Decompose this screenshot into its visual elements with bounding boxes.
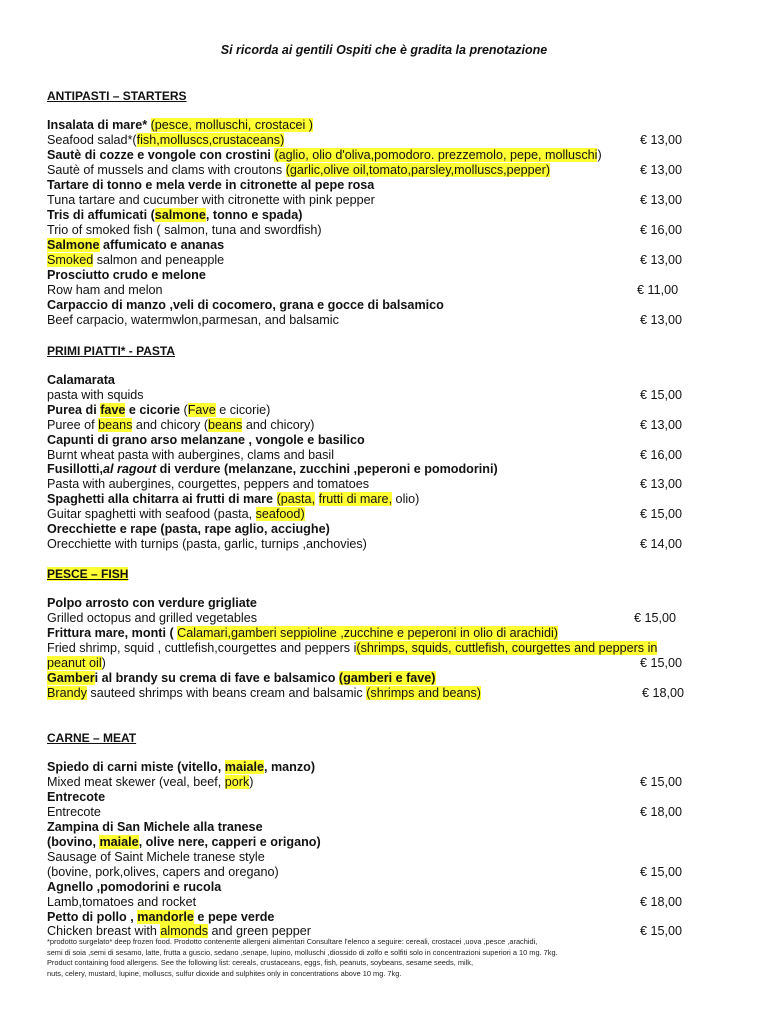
menu-item-it: Tris di affumicati (salmone, tonno e spada) [47, 208, 303, 222]
menu-item-it: Capunti di grano arso melanzane , vongole e basilico [47, 433, 365, 447]
menu-item-it: Prosciutto crudo e melone [47, 268, 206, 282]
section-title-starters: ANTIPASTI – STARTERS [47, 89, 187, 103]
menu-item-en: Grilled octopus and grilled vegetables € 15,00 [47, 611, 677, 625]
price: € 11,00 [637, 283, 679, 297]
footnote-line: nuts, celery, mustard, lupine, molluscs, sulfur dioxide and sulphites only in concentrations above 10 mg. 7kg. [47, 968, 402, 978]
menu-item-en: Puree of beans and chicory (beans and chicory) € 13,00 [47, 418, 683, 432]
menu-item-en: Fried shrimp, squid , cuttlefish,courgettes and peppers i(shrimps, squids, cuttlefish, courgettes and peppers in [47, 641, 658, 655]
menu-item-en: Row ham and melon € 11,00 [47, 283, 679, 297]
menu-item-it: Tartare di tonno e mela verde in citronette al pepe rosa [47, 178, 375, 192]
menu-item-it: Frittura mare, monti ( Calamari,gamberi seppioline ,zucchine e peperoni in olio di arachidi) [47, 626, 558, 640]
price: € 18,00 [640, 895, 683, 909]
menu-item-it: Spiedo di carni miste (vitello, maiale, manzo) [47, 760, 316, 774]
menu-item-en: Mixed meat skewer (veal, beef, pork) € 15,00 [47, 775, 683, 789]
menu-item-en: (bovine, pork,olives, capers and oregano) € 15,00 [47, 865, 683, 879]
price: € 15,00 [640, 388, 683, 402]
menu-item-it: Spaghetti alla chitarra ai frutti di mare (pasta, frutti di mare, olio) [47, 492, 420, 506]
menu-item-it: Polpo arrosto con verdure grigliate [47, 596, 257, 610]
menu-item-it: Carpaccio di manzo ,veli di cocomero, grana e gocce di balsamico [47, 298, 444, 312]
menu-item-en: Chicken breast with almonds and green pepper € 15,00 [47, 924, 683, 938]
menu-item-en: Tuna tartare and cucumber with citronette with pink pepper € 13,00 [47, 193, 683, 207]
price: € 13,00 [640, 313, 683, 327]
price: € 13,00 [640, 253, 683, 267]
menu-item-en: Guitar spaghetti with seafood (pasta, seafood) € 15,00 [47, 507, 683, 521]
menu-item-it: Entrecote [47, 790, 106, 804]
menu-item-it: Agnello ,pomodorini e rucola [47, 880, 222, 894]
menu-item-en: Lamb,tomatoes and rocket € 18,00 [47, 895, 683, 909]
menu-item-en: Sausage of Saint Michele tranese style [47, 850, 265, 864]
price: € 16,00 [640, 448, 683, 462]
price: € 15,00 [640, 865, 683, 879]
menu-item-en: Entrecote € 18,00 [47, 805, 683, 819]
footnote-line: *prodotto surgelato* deep frozen food. Prodotto contenente allergeni alimentari Consultare l'elenco a seguire: cereali, crostacei ,uova ,pesce ,arachidi, [47, 937, 538, 946]
menu-item-en: Beef carpacio, watermwlon,parmesan, and balsamic € 13,00 [47, 313, 683, 327]
price: € 18,00 [640, 805, 683, 819]
menu-item-en: Smoked salmon and peneapple € 13,00 [47, 253, 683, 267]
menu-item-en: Pasta with aubergines, courgettes, peppers and tomatoes € 13,00 [47, 477, 683, 491]
price: € 15,00 [634, 611, 677, 625]
menu-item-it: Salmone affumicato e ananas [47, 238, 225, 252]
menu-item-it: (bovino, maiale, olive nere, capperi e origano) [47, 835, 321, 849]
price: € 13,00 [640, 477, 683, 491]
menu-item-en: Orecchiette with turnips (pasta, garlic, turnips ,anchovies) € 14,00 [47, 537, 683, 551]
section-title-pasta: PRIMI PIATTI* - PASTA [47, 344, 175, 358]
menu-item-it: Orecchiette e rape (pasta, rape aglio, acciughe) [47, 522, 330, 536]
section-title-fish: PESCE – FISH [47, 567, 129, 581]
price: € 13,00 [640, 163, 683, 177]
price: € 13,00 [640, 193, 683, 207]
price: € 16,00 [640, 223, 683, 237]
price: € 13,00 [640, 418, 683, 432]
menu-item-en: pasta with squids € 15,00 [47, 388, 683, 402]
price: € 14,00 [640, 537, 683, 551]
menu-item-it: Insalata di mare* (pesce, molluschi, crostacei ) [47, 118, 313, 132]
footnote-line: Product containing food allergens. See the following list: cereals, crustaceans, eggs, fish, peanuts, soybeans, sesame seeds, milk, [47, 958, 474, 967]
menu-item-it: Petto di pollo , mandorle e pepe verde [47, 910, 275, 924]
menu-item-en: Seafood salad*(fish,molluscs,crustaceans) € 13,00 [47, 133, 683, 147]
price: € 15,00 [640, 924, 683, 938]
menu-item-it: Fusillotti,al ragout di verdure (melanzane, zucchini ,peperoni e pomodorini) [47, 462, 498, 476]
menu-item-en: Brandy sauteed shrimps with beans cream and balsamic (shrimps and beans) € 18,00 [47, 686, 685, 700]
menu-item-it: Gamberi al brandy su crema di fave e balsamico (gamberi e fave) [47, 671, 436, 685]
allergen-footnote [47, 937, 727, 979]
price: € 15,00 [640, 656, 683, 670]
menu-item-it: Zampina di San Michele alla tranese [47, 820, 263, 834]
reservation-note: Si ricorda ai gentili Ospiti che è gradita la prenotazione [220, 43, 548, 57]
menu-item-it: Purea di fave e cicorie (Fave e cicorie) [47, 403, 271, 417]
menu-item-it: Calamarata [47, 373, 115, 387]
menu-item-en: Trio of smoked fish ( salmon, tuna and swordfish) € 16,00 [47, 223, 683, 237]
section-title-meat: CARNE – MEAT [47, 731, 137, 745]
menu-item-en: Sautè of mussels and clams with croutons (garlic,olive oil,tomato,parsley,molluscs,pepper) € 13,00 [47, 163, 683, 177]
price: € 13,00 [640, 133, 683, 147]
price: € 15,00 [640, 775, 683, 789]
menu-item-en: Burnt wheat pasta with aubergines, clams and basil € 16,00 [47, 448, 683, 462]
menu-item-en: peanut oil) € 15,00 [47, 656, 683, 670]
price: € 18,00 [642, 686, 685, 700]
menu-item-it: Sautè di cozze e vongole con crostini (aglio, olio d'oliva,pomodoro. prezzemolo, pepe, molluschi) [47, 148, 602, 162]
footnote-line: semi di soia ,semi di sesamo, latte, frutta a guscio, sedano ,senape, lupino, molluschi ,diossido di zolfo e solfiti solo in concentrazioni superiori a 10 mg. 7kg. [47, 947, 558, 957]
price: € 15,00 [640, 507, 683, 521]
